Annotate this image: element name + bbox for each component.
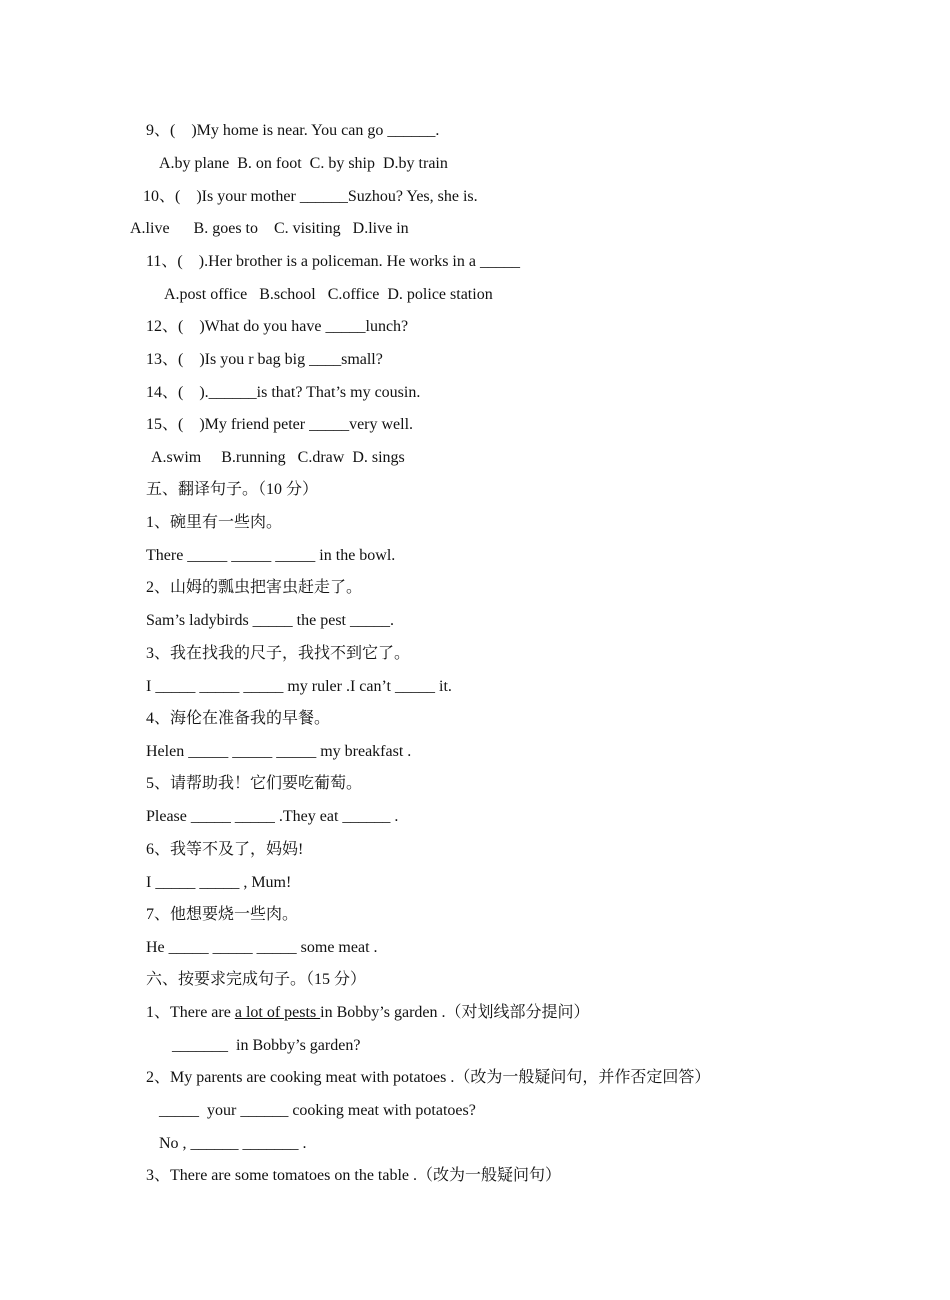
question-15: 15、( )My friend peter _____very well.	[146, 416, 414, 433]
translate-1-prompt: 1、碗里有一些肉。	[146, 514, 283, 531]
rewrite-1-answer: _______ in Bobby’s garden?	[172, 1037, 361, 1054]
question-11: 11、( ).Her brother is a policeman. He works in a _____	[146, 253, 520, 270]
question-14: 14、( ).______is that? That’s my cousin.	[146, 384, 421, 401]
question-9: 9、( )My home is near. You can go ______.	[146, 122, 440, 139]
translate-6-answer: I _____ _____ , Mum!	[146, 874, 292, 891]
question-15-options: A.swim B.running C.draw D. sings	[151, 449, 405, 466]
translate-6-prompt: 6、我等不及了，妈妈!	[146, 841, 304, 858]
translate-3-answer: I _____ _____ _____ my ruler .I can’t _____ it.	[146, 678, 452, 695]
question-12: 12、( )What do you have _____lunch?	[146, 318, 409, 335]
translate-7-prompt: 7、他想要烧一些肉。	[146, 906, 299, 923]
section-5-heading: 五、翻译句子。（10 分）	[146, 481, 319, 498]
question-13: 13、( )Is you r bag big ____small?	[146, 351, 383, 368]
translate-5-prompt: 5、请帮助我！它们要吃葡萄。	[146, 775, 363, 792]
translate-2-answer: Sam’s ladybirds _____ the pest _____.	[146, 612, 394, 629]
rewrite-1-prompt	[146, 1003, 590, 1023]
translate-7-answer: He _____ _____ _____ some meat .	[146, 939, 378, 956]
rewrite-3-prompt: 3、There are some tomatoes on the table .（改为一般疑问句）	[146, 1167, 562, 1184]
rewrite-1-underlined: a lot of pests	[234, 1004, 321, 1021]
question-10-options: A.live B. goes to C. visiting D.live in	[130, 220, 409, 237]
question-10: 10、( )Is your mother ______Suzhou? Yes, she is.	[143, 188, 478, 205]
translate-1-answer: There _____ _____ _____ in the bowl.	[146, 547, 396, 564]
rewrite-2-prompt: 2、My parents are cooking meat with potatoes .（改为一般疑问句，并作否定回答）	[146, 1069, 711, 1086]
rewrite-2-answer: _____ your ______ cooking meat with potatoes?	[159, 1102, 476, 1119]
section-6-heading: 六、按要求完成句子。（15 分）	[146, 971, 367, 988]
question-9-options: A.by plane B. on foot C. by ship D.by train	[159, 155, 448, 172]
translate-4-prompt: 4、海伦在准备我的早餐。	[146, 710, 331, 727]
question-11-options: A.post office B.school C.office D. police station	[164, 286, 493, 303]
translate-4-answer: Helen _____ _____ _____ my breakfast .	[146, 743, 412, 760]
translate-5-answer: Please _____ _____ .They eat ______ .	[146, 808, 399, 825]
rewrite-1-lead: 1、There are	[146, 1004, 235, 1021]
translate-2-prompt: 2、山姆的瓢虫把害虫赶走了。	[146, 579, 363, 596]
rewrite-1-rest: in Bobby’s garden .（对划线部分提问）	[320, 1004, 590, 1021]
rewrite-2-negative-answer: No , ______ _______ .	[159, 1135, 307, 1152]
translate-3-prompt: 3、我在找我的尺子，我找不到它了。	[146, 645, 411, 662]
